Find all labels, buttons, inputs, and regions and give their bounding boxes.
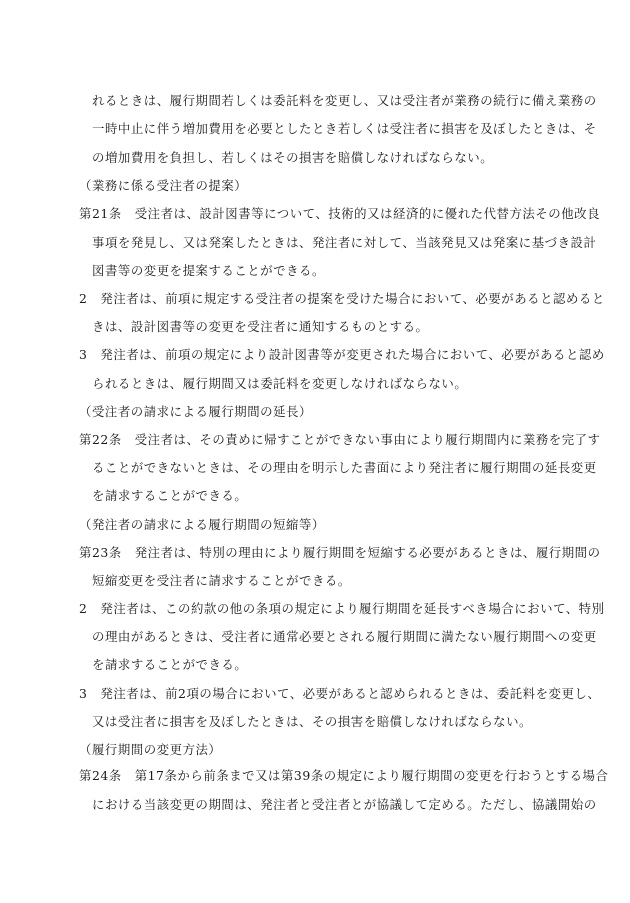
section-heading: （受注者の請求による履行期間の延長）: [79, 404, 312, 419]
body-text-line: ることができないときは、その理由を明示した書面により発注者に履行期間の延長変更: [92, 460, 597, 475]
article-22-first-line: 第22条 受注者は、その責めに帰すことができない事由により履行期間内に業務を完了す: [79, 432, 601, 447]
body-text-line: 図書等の変更を提案することができる。: [92, 263, 325, 278]
paragraph-3-first-line: 3 発注者は、前2項の場合において、必要があると認められるときは、委託料を変更し、: [79, 686, 601, 701]
body-text-line: を請求することができる。: [92, 488, 248, 503]
body-text-line: きは、設計図書等の変更を受注者に通知するものとする。: [92, 319, 429, 334]
body-text-line: 事項を発見し、又は発案したときは、発注者に対して、当該発見又は発案に基づき設計: [92, 235, 597, 250]
section-heading: （業務に係る受注者の提案）: [79, 178, 248, 193]
body-text-line: れるときは、履行期間若しくは委託料を変更し、又は受注者が業務の続行に備え業務の: [92, 93, 597, 108]
body-text-line: を請求することができる。: [92, 657, 248, 672]
body-text-line: られるときは、履行期間又は委託料を変更しなければならない。: [92, 376, 468, 391]
body-text-line: 短縮変更を受注者に請求することができる。: [92, 573, 351, 588]
section-heading: （履行期間の変更方法）: [79, 742, 222, 757]
article-21-first-line: 第21条 受注者は、設計図書等について、技術的又は経済的に優れた代替方法その他改良: [79, 206, 601, 221]
paragraph-2-first-line: 2 発注者は、この約款の他の条項の規定により履行期間を延長すべき場合において、特別: [79, 601, 605, 616]
body-text-line: 又は受注者に損害を及ぼしたときは、その損害を賠償しなければならない。: [92, 714, 532, 729]
paragraph-2-first-line: 2 発注者は、前項に規定する受注者の提案を受けた場合において、必要があると認めると: [79, 291, 605, 306]
section-heading: （発注者の請求による履行期間の短縮等）: [79, 517, 325, 532]
body-text-line: における当該変更の期間は、発注者と受注者とが協議して定める。ただし、協議開始の: [92, 797, 597, 812]
body-text-line: の増加費用を負担し、若しくはその損害を賠償しなければならない。: [92, 150, 494, 165]
body-text-line: 一時中止に伴う増加費用を必要としたとき若しくは受注者に損害を及ぼしたときは、そ: [92, 121, 597, 136]
article-24-first-line: 第24条 第17条から前条まで又は第39条の規定により履行期間の変更を行おうとする場合: [79, 768, 609, 783]
article-23-first-line: 第23条 発注者は、特別の理由により履行期間を短縮する必要があるときは、履行期間の: [79, 545, 601, 560]
body-text-line: の理由があるときは、受注者に通常必要とされる履行期間に満たない履行期間への変更: [92, 629, 597, 644]
paragraph-3-first-line: 3 発注者は、前項の規定により設計図書等が変更された場合において、必要があると認め: [79, 347, 605, 362]
